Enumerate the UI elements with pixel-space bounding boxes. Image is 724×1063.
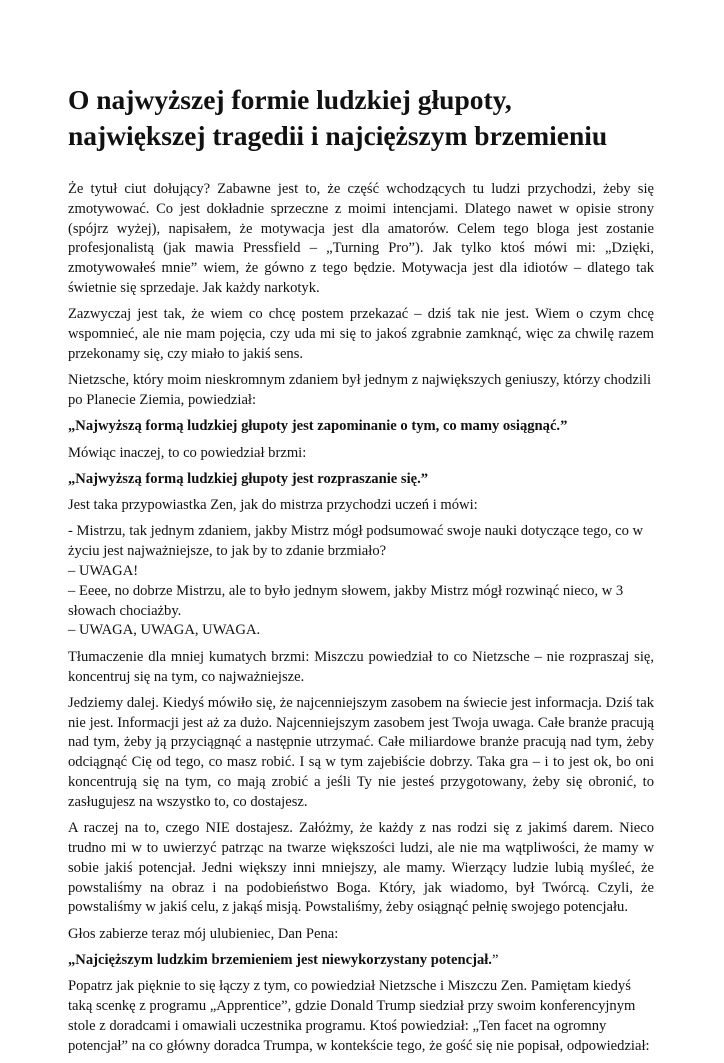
paragraph-intro: Że tytuł ciut dołujący? Zabawne jest to, że część wchodzących tu ludzi przychodzi, żeby się zmotywować. Co jest dokładnie sprzeczne z moimi intencjami. Dlatego nawet w opisie strony (spójrz wyżej), napisałem, że motywacja jest dla amatorów. Celem tego bloga jest zostanie profesjonalistą (jak mawia Pressfield – „Turning Pro”). Jak tylko ktoś mówi mi: „Dzięki, zmotywowałeś mnie” wiem, że gówno z tego będzie. Motywacja jest dla idiotów – dlatego tak świetnie się sprzedaje. Jak każdy narkotyk. xyxy=(68,181,654,296)
quote-dan-pena-close: ” xyxy=(491,951,499,968)
paragraph-potential: A raczej na to, czego NIE dostajesz. Załóżmy, że każdy z nas rodzi się z jakimś darem. Nieco trudno mi w to uwierzyć patrząc na twarze większości ludzi, ale nie ma wątpliwości, że mamy w sobie jakiś potencjał. Jedni większy inni mniejszy, ale mamy. Wierzący ludzie lubią myśleć, że powstaliśmy na obraz i na podobieństwo Boga. Który, jak wiadomo, był Twórcą. Czyli, że powstaliśmy w jakiś celu, z jakąś misją. Powstaliśmy, żeby osiągnąć pełnię swojego potencjału. xyxy=(68,820,654,916)
dialog-line: – UWAGA! xyxy=(68,563,139,580)
paragraph-apprentice: Popatrz jak pięknie to się łączy z tym, co powiedział Nietzsche i Miszczu Zen. Pamiętam kiedyś taką scenkę z programu „Apprentice”, gdzie Donald Trump siedział przy swoim konferencyjnym stole z doradcami i omawiali uczestnika programu. Ktoś powiedział: „Ten facet na ogromny potencjał” na co główny doradca Trumpa, w kontekście tego, że gość się nie popisał, odpowiedział: xyxy=(68,978,650,1054)
paragraph-zen-intro: Jest taka przypowiastka Zen, jak do mistrza przychodzi uczeń i mówi: xyxy=(68,497,478,514)
document-page xyxy=(68,82,654,1063)
paragraph-nietzsche-intro: Nietzsche, który moim nieskromnym zdaniem był jednym z największych geniuszy, którzy chodzili po Planecie Ziemia, powiedział: xyxy=(68,372,652,408)
paragraph-attention: Jedziemy dalej. Kiedyś mówiło się, że najcenniejszym zasobem na świecie jest informacja. Dziś tak nie jest. Informacji jest aż za dużo. Najcenniejszym zasobem jest Twoja uwaga. Całe branże pracują nad tym, żeby ją przyciągnąć a następnie utrzymać. Całe miliardowe branże pracują nad tym, żeby odciągnąć Cię od tego, co masz robić. I są w tym zajebiście dobrzy. Taka gra – i to jest ok, bo oni koncentrują się na tym, co mają zrobić a jeśli Ty nie jesteś przygotowany, żeby się obronić, to zasługujesz na wszystko to, co dostajesz. xyxy=(68,694,654,810)
paragraph-purpose: Zazwyczaj jest tak, że wiem co chcę postem przekazać – dziś tak nie jest. Wiem o czym chcę wspomnieć, ale nie mam pojęcia, czy uda mi się to jakoś zgrabnie zamknąć, więc za chwilę razem przekonamy się, czy miało to jakiś sens. xyxy=(68,306,654,362)
quote-dan-pena xyxy=(68,951,654,971)
title-line-2: największej tragedii i najcięższym brzemieniu xyxy=(68,120,608,151)
paragraph-translation: Tłumaczenie dla mniej kumatych brzmi: Miszczu powiedział to co Nietzsche – nie rozpraszaj się, koncentruj się na tym, co najważniejsze. xyxy=(68,648,654,685)
dialog-line: – Eeee, no dobrze Mistrzu, ale to było jednym słowem, jakby Mistrz mógł rozwinąć nieco, w 3 słowach chociażby. xyxy=(68,582,624,619)
title-line-1: O najwyższej formie ludzkiej głupoty, xyxy=(68,84,512,115)
dialog-line: – UWAGA, UWAGA, UWAGA. xyxy=(68,622,261,639)
dialog-line: - Mistrzu, tak jednym zdaniem, jakby Mistrz mógł podsumować swoje nauki dotyczące tego, co w życiu jest najważniejsze, to jak by to zdanie brzmiało? xyxy=(68,523,644,560)
quote-distraction: „Najwyższą formą ludzkiej głupoty jest rozpraszanie się.” xyxy=(68,470,429,487)
article-title xyxy=(68,82,654,154)
paragraph-rephrase: Mówiąc inaczej, to co powiedział brzmi: xyxy=(68,444,307,461)
quote-dan-pena-text: „Najcięższym ludzkim brzemieniem jest niewykorzystany potencjał. xyxy=(68,951,492,968)
quote-nietzsche: „Najwyższą formą ludzkiej głupoty jest zapominanie o tym, co mamy osiągnąć.” xyxy=(68,418,568,435)
zen-dialog xyxy=(68,522,654,641)
paragraph-dan-pena-intro: Głos zabierze teraz mój ulubieniec, Dan Pena: xyxy=(68,925,339,942)
